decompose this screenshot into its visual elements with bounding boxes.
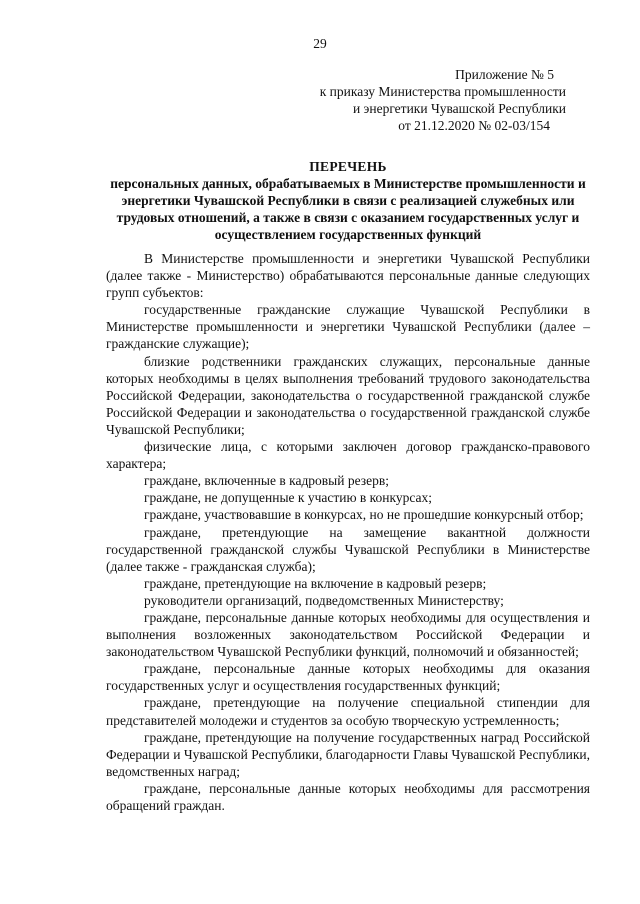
list-item: граждане, претендующие на получение специальной стипендии для представителей молодежи и студентов за особую творческую устремленность; — [106, 695, 590, 728]
appendix-reference — [320, 66, 586, 134]
list-item: граждане, претендующие на включение в кадровый резерв; — [144, 575, 487, 591]
list-item: государственные гражданские служащие Чувашской Республики в Министерстве промышленности и энергетики Чувашской Республики (далее – гражданские служащие); — [106, 302, 590, 352]
list-item: граждане, не допущенные к участию в конкурсах; — [144, 490, 433, 506]
list-item: близкие родственники гражданских служащих, персональные данные которых необходимы в целях выполнения требований трудового законодательства Российской Федерации, законодательства о государственной гражданской службе Российской Федерации и законодательства о государственной гражданской службе Чувашской Республики; — [106, 353, 590, 437]
list-item: физические лица, с которыми заключен договор гражданско-правового характера; — [106, 439, 590, 472]
document-body — [106, 250, 590, 814]
page-number: 29 — [313, 36, 327, 51]
list-item: граждане, персональные данные которых необходимы для оказания государственных услуг и осуществления государственных функций; — [106, 661, 590, 694]
appendix-date: от 21.12.2020 № 02-03/154 — [398, 118, 550, 133]
appendix-ministry: и энергетики Чувашской Республики — [352, 101, 566, 116]
list-item: руководители организаций, подведомственных Министерству; — [144, 592, 504, 608]
document-title — [106, 158, 590, 243]
title-subtitle: персональных данных, обрабатываемых в Министерстве промышленности и энергетики Чувашской Республики в связи с реализацией служебных или трудовых отношений, а также в связи с оказанием государственных услуг и осуществлением государственных функций — [110, 176, 586, 242]
list-item: граждане, включенные в кадровый резерв; — [144, 473, 389, 489]
list-item: граждане, персональные данные которых необходимы для осуществления и выполнения возложенных законодательством Российской Федерации и законодательством Чувашской Республики функций, полномочий и обязанностей; — [106, 609, 590, 660]
list-item: граждане, участвовавшие в конкурсах, но не прошедшие конкурсный отбор; — [144, 507, 584, 523]
appendix-order: к приказу Министерства промышленности — [319, 84, 566, 99]
list-item: граждане, претендующие на замещение вакантной должности государственной гражданской службы Чувашской Республики в Министерстве (далее также - гражданская служба); — [106, 524, 590, 574]
list-item: граждане, персональные данные которых необходимы для рассмотрения обращений граждан. — [106, 780, 590, 813]
body-paragraph: В Министерстве промышленности и энергетики Чувашской Республики (далее также - Министерство) обрабатываются персональные данные следующих групп субъектов: — [106, 251, 590, 301]
list-item: граждане, претендующие на получение государственных наград Российской Федерации и Чувашской Республики, благодарности Главы Чувашской Республики, ведомственных наград; — [106, 729, 590, 779]
title-heading: ПЕРЕЧЕНЬ — [309, 159, 387, 174]
appendix-number: Приложение № 5 — [455, 67, 554, 82]
